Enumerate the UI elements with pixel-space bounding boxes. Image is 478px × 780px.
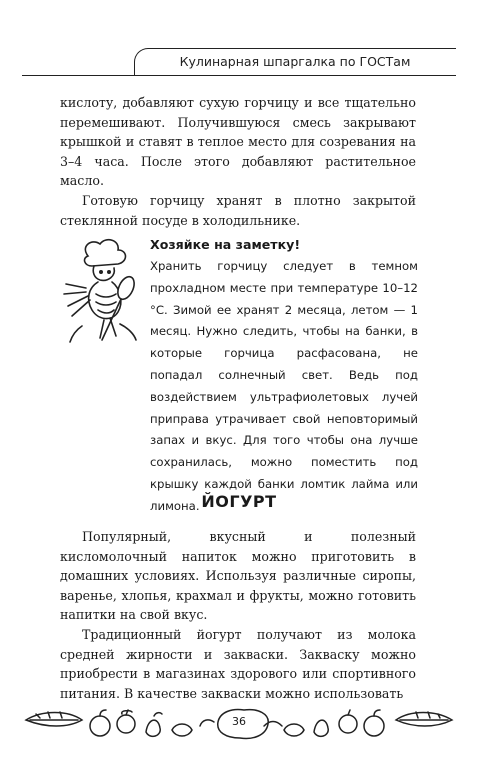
page-number: 36 bbox=[232, 715, 246, 728]
paragraph: Традиционный йогурт получают из молока средней жирности и закваски. Закваску можно приобрести в магазинах здорового или спортивного питания. В качестве закваски можно использовать bbox=[60, 626, 416, 701]
note-title: Хозяйке на заметку! bbox=[150, 237, 301, 252]
section-title: ЙОГУРТ bbox=[201, 492, 277, 511]
paragraph: Популярный, вкусный и полезный кисломолочный напиток можно приготовить в домашних условиях. Используя различные сиропы, варенье, хлопья, крахмал и фрукты, можно готовить напитки на свой вкус. bbox=[60, 529, 416, 623]
paragraph: кислоту, добавляют сухую горчицу и все тщательно перемешивают. Получившуюся смесь закрывают крышкой и ставят в теплое место для созревания на 3–4 часа. После этого добавляют растительное масло. bbox=[60, 95, 416, 189]
note-text: Хранить горчицу следует в темном прохладном месте при температуре 10–12 °С. Зимой ее хранят 2 месяца, летом — 1 месяц. Нужно следить, чтобы на банки, в которые горчица расфасована, не попадал солнечный свет. Ведь под воздействием ультрафиолетовых лучей приправа утрачивает свой неповторимый запах и вкус. Для того чтобы она лучше сохранилась, можно поместить под крышку каждой банки ломтик лайма или лимона. bbox=[150, 259, 418, 513]
page-header bbox=[22, 48, 456, 76]
running-header-title: Кулинарная шпаргалка по ГОСТам bbox=[179, 54, 411, 69]
body-text-top bbox=[60, 93, 416, 230]
body-text-section bbox=[60, 527, 416, 703]
header-rule bbox=[22, 75, 456, 76]
chef-with-spoon-icon bbox=[58, 236, 144, 346]
paragraph: Готовую горчицу хранят в плотно закрытой стеклянной посуде в холодильнике. bbox=[60, 192, 416, 228]
